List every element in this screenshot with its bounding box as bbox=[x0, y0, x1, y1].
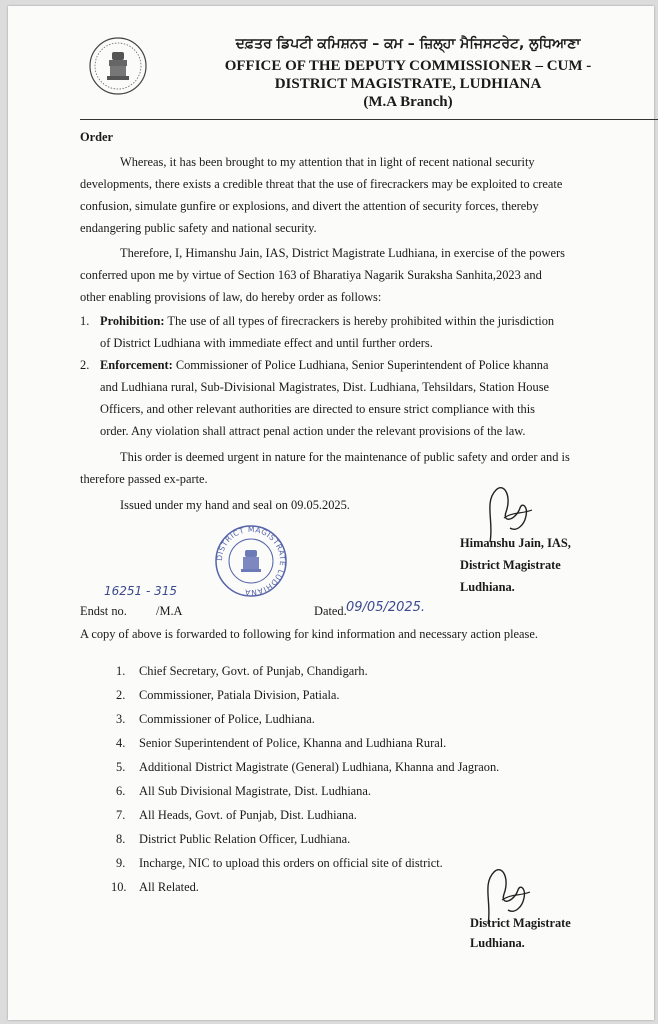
recipient-number: 10. bbox=[111, 880, 127, 894]
para2-line: conferred upon me by virtue of Section 163 of Bharatiya Nagarik Suraksha Sanhita,2023 and bbox=[80, 268, 542, 282]
para2-line: other enabling provisions of law, do hereby order as follows: bbox=[80, 290, 382, 304]
recipient-number: 8. bbox=[116, 832, 126, 846]
para3-line: This order is deemed urgent in nature for the maintenance of public safety and order and is bbox=[120, 450, 570, 464]
recipient-number: 2. bbox=[116, 688, 126, 702]
signatory-place: Ludhiana. bbox=[470, 936, 525, 950]
recipient-item: Senior Superintendent of Police, Khanna and Ludhiana Rural. bbox=[139, 736, 447, 750]
para1-line: confusion, simulate gunfire or explosions, and divert the attention of security forces, thereby bbox=[80, 199, 539, 213]
order-item-text: of District Ludhiana with immediate effect and until further orders. bbox=[100, 336, 433, 350]
order-item-text: and Ludhiana rural, Sub-Divisional Magistrates, Dist. Ludhiana, Tehsildars, Station House bbox=[100, 380, 550, 394]
para2-line: Therefore, I, Himanshu Jain, IAS, District Magistrate Ludhiana, in exercise of the powers bbox=[120, 246, 565, 260]
order-item-text: order. Any violation shall attract penal action under the relevant provisions of the law. bbox=[100, 424, 526, 438]
forwarding-note: A copy of above is forwarded to following for kind information and necessary action please. bbox=[80, 627, 538, 641]
signatory-place: Ludhiana. bbox=[460, 580, 515, 594]
recipient-number: 1. bbox=[116, 664, 126, 678]
recipient-item: Chief Secretary, Govt. of Punjab, Chandigarh. bbox=[139, 664, 368, 678]
recipient-item: All Heads, Govt. of Punjab, Dist. Ludhiana. bbox=[139, 808, 357, 822]
recipient-item: Additional District Magistrate (General) Ludhiana, Khanna and Jagraon. bbox=[139, 760, 500, 774]
recipient-number: 7. bbox=[116, 808, 126, 822]
handwritten-date: 09/05/2025. bbox=[346, 600, 426, 615]
para1-line: Whereas, it has been brought to my attention that in light of recent national security bbox=[120, 155, 535, 169]
endst-label: Endst no. bbox=[80, 604, 127, 618]
stamp-text: DISTRICT MAGISTRATE LUDHIANA bbox=[214, 524, 288, 598]
office-title-line-2: DISTRICT MAGISTRATE, LUDHIANA bbox=[274, 76, 542, 92]
order-item-text: The use of all types of firecrackers is hereby prohibited within the jurisdiction bbox=[164, 314, 555, 328]
para3-line: therefore passed ex-parte. bbox=[80, 472, 208, 486]
order-heading: Order bbox=[80, 130, 114, 144]
recipient-item: District Public Relation Officer, Ludhiana. bbox=[139, 832, 351, 846]
order-item-text: Officers, and other relevant authorities are directed to ensure strict compliance with this bbox=[100, 402, 536, 416]
order-item-number: 2. bbox=[80, 358, 90, 372]
state-emblem-icon bbox=[88, 36, 148, 96]
branch-name: (M.A Branch) bbox=[363, 94, 453, 110]
endst-branch: /M.A bbox=[156, 604, 183, 618]
recipient-item: Commissioner, Patiala Division, Patiala. bbox=[139, 688, 340, 702]
recipient-item: Commissioner of Police, Ludhiana. bbox=[139, 712, 315, 726]
recipient-number: 4. bbox=[116, 736, 126, 750]
recipient-number: 9. bbox=[116, 856, 126, 870]
signatory-name: Himanshu Jain, IAS, bbox=[460, 536, 571, 550]
recipient-number: 5. bbox=[116, 760, 126, 774]
order-item-text: Commissioner of Police Ludhiana, Senior Superintendent of Police khanna bbox=[172, 358, 549, 372]
signatory-title: District Magistrate bbox=[460, 558, 561, 572]
para1-line: developments, there exists a credible threat that the use of firecrackers may be exploited to create bbox=[80, 177, 563, 191]
order-item-label: Prohibition: bbox=[100, 314, 165, 328]
order-item-enforcement bbox=[100, 358, 549, 373]
dated-label: Dated. bbox=[314, 604, 347, 618]
recipient-item: Incharge, NIC to upload this orders on official site of district. bbox=[139, 856, 443, 870]
issued-statement: Issued under my hand and seal on 09.05.2025. bbox=[120, 498, 350, 512]
office-title-line-1: OFFICE OF THE DEPUTY COMMISSIONER – CUM - bbox=[224, 58, 592, 74]
handwritten-endst-number: 16251 - 315 bbox=[104, 584, 178, 598]
recipient-number: 6. bbox=[116, 784, 126, 798]
recipient-number: 3. bbox=[116, 712, 126, 726]
district-magistrate-stamp-icon bbox=[214, 524, 288, 598]
recipient-item: All Sub Divisional Magistrate, Dist. Ludhiana. bbox=[139, 784, 371, 798]
order-item-prohibition bbox=[100, 314, 554, 329]
signatory-title: District Magistrate bbox=[470, 916, 571, 930]
office-title-punjabi: ਦਫ਼ਤਰ ਡਿਪਟੀ ਕਮਿਸ਼ਨਰ – ਕਮ – ਜ਼ਿਲ੍ਹਾ ਮੈਜਿਸਟਰੇਟ, ਲੁਧਿਆਣਾ bbox=[235, 36, 581, 52]
order-item-number: 1. bbox=[80, 314, 90, 328]
recipient-item: All Related. bbox=[139, 880, 199, 894]
header-divider bbox=[80, 119, 658, 120]
document-page bbox=[8, 6, 654, 1020]
order-item-label: Enforcement: bbox=[100, 358, 173, 372]
para1-line: endangering public safety and national security. bbox=[80, 221, 317, 235]
